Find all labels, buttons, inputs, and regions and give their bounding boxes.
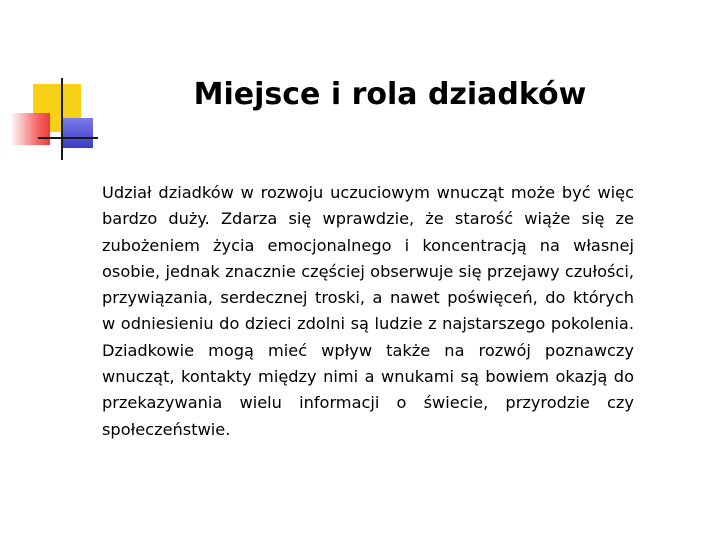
blue-square-decoration bbox=[61, 118, 93, 148]
vertical-line-decoration bbox=[61, 78, 63, 160]
horizontal-line-decoration bbox=[38, 137, 98, 139]
pink-square-decoration bbox=[10, 113, 50, 145]
slide-title: Miejsce i rola dziadków bbox=[193, 77, 587, 112]
slide-body-text: Udział dziadków w rozwoju uczuciowym wnucząt może być więc bardzo duży. Zdarza się wprawdzie, że starość wiąże się ze zubożeniem życia emocjonalnego i koncentracją na własnej osobie, jednak znacznie częściej obserwuje się przejawy czułości, przywiązania, serdecznej troski, a nawet poświęceń, do których w odniesieniu do dzieci zdolni są ludzie z najstarszego pokolenia. Dziadkowie mogą mieć wpływ także na rozwój poznawczy wnucząt, kontakty między nimi a wnukami są bowiem okazją do przekazywania wielu informacji o świecie, przyrodzie czy społeczeństwie. bbox=[102, 183, 634, 439]
decorative-squares-logo bbox=[0, 0, 120, 170]
